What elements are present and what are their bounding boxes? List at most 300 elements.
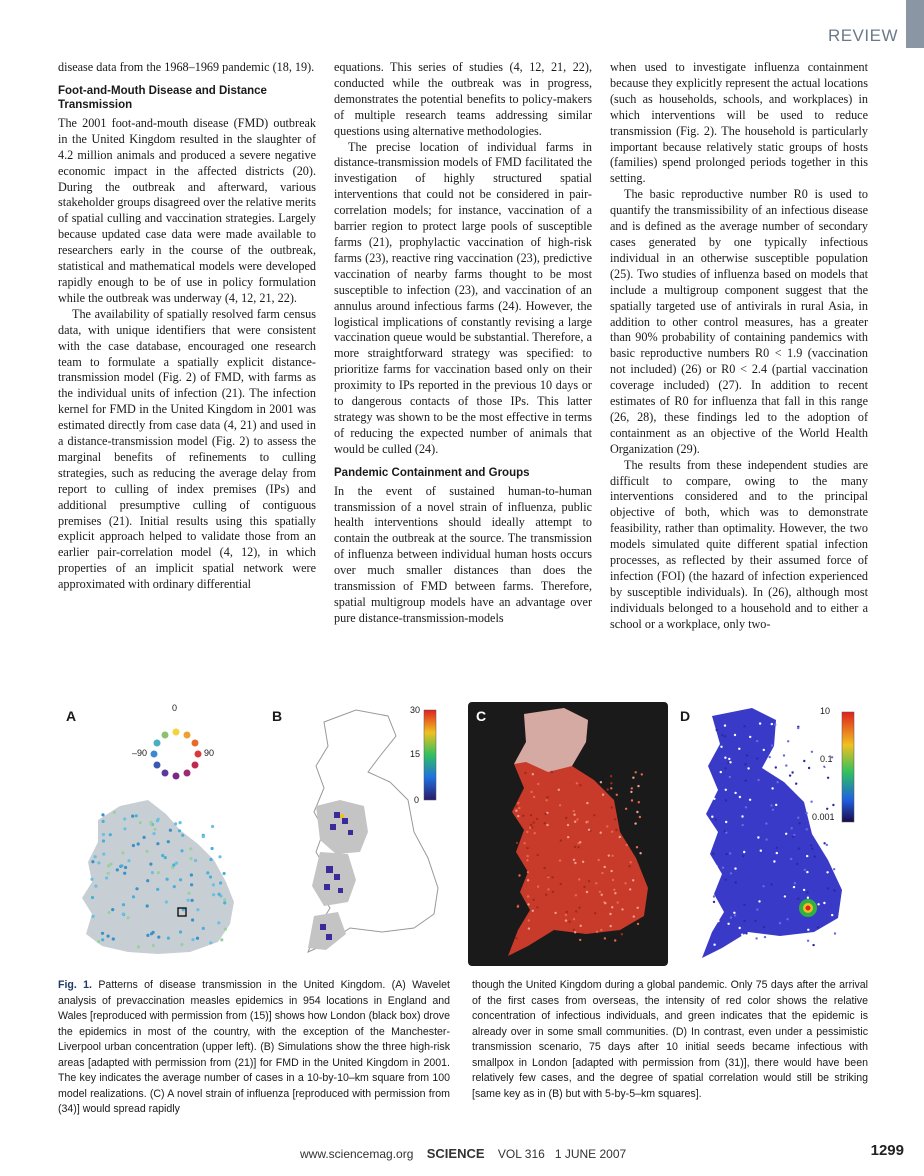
map-dot <box>576 782 578 784</box>
map-dot <box>747 767 749 769</box>
map-dot <box>727 762 729 764</box>
map-dot <box>814 762 816 764</box>
map-dot <box>725 853 727 855</box>
footer-date: 1 JUNE 2007 <box>554 1147 627 1161</box>
map-dot <box>218 893 221 896</box>
map-dot <box>775 804 777 806</box>
map-dot <box>122 903 125 906</box>
map-dot <box>806 828 808 830</box>
paragraph: The 2001 foot-and-mouth disease (FMD) outbreak in the United Kingdom resulted in the slaughter of 4.2 million animals and produced a severe negative economic impact in the affected districts (20). During the outbreak and afterward, various stakeholder groups disagreed over the relative merits of spatial culling and vaccination strategies. Largely because updated case data were made available to researchers early in the course of the outbreak, statistical and mathematical models were developed rapidly enough to be of use in policy formulation while the outbreak was underway (4, 12, 21, 22). <box>58 115 316 305</box>
map-dot <box>165 900 168 903</box>
map-dot <box>574 846 576 848</box>
map-dot <box>743 904 745 906</box>
paragraph: when used to investigate influenza containment because they explicitly represent the actual locations (such as households, schools, and workplaces) in which interventions will be used to reduce transmission (Fig. 2). The household is particularly important because relatively static groups of hosts (families) spend prolonged periods together in this setting. <box>610 60 868 186</box>
map-dot <box>116 868 119 871</box>
map-dot <box>531 826 533 828</box>
map-dot <box>717 872 719 874</box>
map-dot <box>528 919 530 921</box>
map-dot <box>146 904 149 907</box>
map-dot <box>614 818 616 820</box>
paragraph: The availability of spatially resolved farm census data, with unique identifiers that were consistent with the case database, encouraged one research team to formulate a spatially explicit distance-transmission model (Fig. 2) of FMD, with farms as the individual units of infection (21). The infection kernel for FMD in the United Kingdom in 2001 was estimated directly from case data (4, 21) and used in a distance-transmission model (Fig. 2) to assess the marginal benefits of refinements to culling strategies, such as reducing the average delay from report to culling of index premises (IPs) and additional presumptive culling of contiguous premises (21). Initial results using this spatially explicit approach helped to validate those from an earlier pair-correlation model (4, 12), in which properties of an implicit spatial network were approximated with ordinary differential <box>58 306 316 592</box>
map-dot <box>150 932 153 935</box>
map-dot <box>798 822 800 824</box>
map-dot <box>734 734 736 736</box>
map-dot <box>770 804 772 806</box>
map-dot <box>224 928 227 931</box>
map-dot <box>575 910 577 912</box>
map-dot <box>787 740 789 742</box>
map-dot <box>109 833 112 836</box>
paragraph: The basic reproductive number R0 is used to quantify the transmissibility of an infectious disease and is defined as the average number of secondary cases generated by one typically infectious individual in an otherwise susceptible population (25). Two studies of influenza based on models that include a multigroup component suggest that the spatially targeted use of antivirals in rural Asia, in addition to other control measures, has a greater than 90% probability of containing pandemics with basic reproductive numbers R0 < 1.9 (vaccination not included) (26) or R0 < 2.4 (partial vaccination coverage included) (27). In addition to recent estimates of R0 for influenza that fall in this range (26, 28), these findings led to the adoption of containment as an objective of the World Health Organization (29). <box>610 187 868 456</box>
map-dot <box>772 809 774 811</box>
map-dot <box>739 927 741 929</box>
map-dot <box>91 896 94 899</box>
map-dot <box>634 822 636 824</box>
paragraph: equations. This series of studies (4, 12, 21, 22), conducted while the outbreak was in progress, demonstrates the potential benefits to policy-makers of multiple research teams addressing similar questions using alternative methodologies. <box>334 60 592 138</box>
map-dot <box>161 854 164 857</box>
map-dot <box>711 816 713 818</box>
map-dot <box>774 723 776 725</box>
map-dot <box>574 821 576 823</box>
map-dot <box>178 829 181 832</box>
panel-label-d: D <box>680 708 691 724</box>
map-dot <box>784 736 786 738</box>
map-dot <box>724 767 726 769</box>
map-dot <box>713 944 715 946</box>
map-dot <box>730 916 732 918</box>
map-dot <box>151 871 154 874</box>
map-dot <box>823 842 825 844</box>
map-dot <box>135 814 138 817</box>
map-dot <box>632 777 634 779</box>
page-footer <box>300 1146 626 1161</box>
map-dot <box>560 839 562 841</box>
map-dot <box>537 854 539 856</box>
colorbar-min: 0 <box>414 795 420 805</box>
map-dot <box>793 886 795 888</box>
map-dot <box>797 817 799 819</box>
map-dot <box>532 773 534 775</box>
map-dot <box>744 779 746 781</box>
figure-panel-d <box>672 702 872 966</box>
map-dot <box>132 844 135 847</box>
map-dot <box>101 932 104 935</box>
map-dot <box>579 939 581 941</box>
map-dot <box>102 820 105 823</box>
map-dot <box>567 824 569 826</box>
map-dot <box>532 910 534 912</box>
map-dot <box>209 858 212 861</box>
map-dot <box>756 908 758 910</box>
map-dot <box>560 883 562 885</box>
map-dot <box>202 835 205 838</box>
map-dot <box>713 798 715 800</box>
map-dot <box>758 900 760 902</box>
map-dot <box>604 866 606 868</box>
map-dot <box>814 855 816 857</box>
map-dot <box>533 796 535 798</box>
map-dot <box>157 871 160 874</box>
map-dot <box>817 926 819 928</box>
paragraph: In the event of sustained human-to-human transmission of a novel strain of influenza, public health interventions should ideally attempt to contain the outbreak at the source. The transmission of influenza between individual human hosts occurs over much smaller distances than does the transmission of FMD between farms. Therefore, spatial multigroup models have an advantage over pure distance-transmission-models <box>334 483 592 625</box>
map-dot <box>530 791 532 793</box>
map-dot <box>619 836 621 838</box>
map-dot <box>576 818 578 820</box>
map-dot <box>632 879 634 881</box>
footer-volume: VOL 316 <box>497 1147 545 1161</box>
map-dot <box>729 852 731 854</box>
map-dot <box>621 908 623 910</box>
map-dot <box>725 799 727 801</box>
map-dot <box>631 799 633 801</box>
map-dot <box>741 815 743 817</box>
map-dot <box>729 761 731 763</box>
map-dot <box>167 840 170 843</box>
map-dot <box>157 936 160 939</box>
colorbar-min: 0.001 <box>812 812 835 822</box>
map-dot <box>636 846 638 848</box>
map-dot <box>173 885 176 888</box>
colorbar-d <box>842 712 854 822</box>
map-dot <box>722 867 724 869</box>
map-dot <box>637 923 639 925</box>
figure-caption-right <box>472 978 868 1102</box>
london-hotspot <box>806 906 811 911</box>
map-dot <box>152 832 155 835</box>
map-dot <box>167 937 170 940</box>
map-dot <box>823 902 825 904</box>
map-dot <box>123 872 126 875</box>
map-dot <box>577 846 579 848</box>
map-dot <box>609 913 611 915</box>
colorbar-mid: 15 <box>410 749 421 759</box>
map-dot <box>760 850 762 852</box>
map-dot <box>544 813 546 815</box>
map-dot <box>745 932 747 934</box>
map-dot <box>102 839 105 842</box>
map-dot <box>223 872 226 875</box>
map-dot <box>804 869 806 871</box>
map-dot <box>604 937 606 939</box>
map-dot <box>599 891 601 893</box>
figure-panel-a <box>58 702 258 966</box>
map-dot <box>191 918 194 921</box>
map-dot <box>596 931 598 933</box>
map-dot <box>209 875 212 878</box>
map-dot <box>720 746 722 748</box>
map-dot <box>526 831 528 833</box>
map-dot <box>187 899 190 902</box>
map-dot <box>196 908 199 911</box>
map-dot <box>545 894 547 896</box>
map-dot <box>175 862 178 865</box>
map-dot <box>565 919 567 921</box>
colorbar-max: 30 <box>410 705 421 715</box>
map-dot <box>754 920 756 922</box>
map-dot <box>189 857 192 860</box>
map-dot <box>724 735 726 737</box>
map-dot <box>807 897 809 899</box>
map-dot <box>202 927 205 930</box>
map-dot <box>526 847 528 849</box>
map-dot <box>518 807 520 809</box>
map-dot <box>112 937 115 940</box>
map-dot <box>580 925 582 927</box>
map-dot <box>189 847 192 850</box>
map-dot <box>166 878 169 881</box>
map-dot <box>551 876 553 878</box>
map-dot <box>733 912 735 914</box>
map-dot <box>724 724 726 726</box>
map-dot <box>806 871 808 873</box>
map-dot <box>594 912 596 914</box>
map-dot <box>172 863 175 866</box>
map-dot <box>810 801 812 803</box>
map-dot <box>831 914 833 916</box>
map-dot <box>565 817 567 819</box>
map-dot <box>776 781 778 783</box>
map-dot <box>806 855 808 857</box>
map-dot <box>796 863 798 865</box>
map-dot <box>179 930 182 933</box>
map-dot <box>745 806 747 808</box>
map-dot <box>595 882 597 884</box>
map-dot <box>811 848 813 850</box>
map-dot <box>139 821 142 824</box>
map-dot <box>219 881 222 884</box>
map-dot <box>573 859 575 861</box>
map-dot <box>807 929 809 931</box>
map-dot <box>759 722 761 724</box>
key-label-right: 90 <box>204 748 215 758</box>
map-dot <box>724 757 726 759</box>
map-dot <box>763 749 765 751</box>
footer-url: www.sciencemag.org <box>300 1147 414 1161</box>
map-dot <box>637 785 639 787</box>
map-dot <box>741 934 743 936</box>
map-dot <box>812 765 814 767</box>
map-dot <box>567 836 569 838</box>
map-dot <box>101 813 104 816</box>
map-dot <box>743 725 745 727</box>
map-dot <box>792 836 794 838</box>
figure-caption-left <box>58 978 450 1118</box>
map-dot <box>742 855 744 857</box>
map-dot <box>547 888 549 890</box>
map-dot <box>573 814 575 816</box>
map-dot <box>156 819 159 822</box>
map-dot <box>601 894 603 896</box>
map-dot <box>153 828 156 831</box>
map-dot <box>765 822 767 824</box>
map-dot <box>776 847 778 849</box>
map-dot <box>537 885 539 887</box>
map-dot <box>795 783 797 785</box>
map-dot <box>826 844 828 846</box>
map-dot <box>191 938 194 941</box>
map-dot <box>786 918 788 920</box>
map-dot <box>714 909 716 911</box>
map-dot <box>135 887 138 890</box>
map-dot <box>149 821 152 824</box>
map-dot <box>543 867 545 869</box>
map-dot <box>530 824 532 826</box>
map-dot <box>113 811 116 814</box>
map-dot <box>770 883 772 885</box>
map-dot <box>614 939 616 941</box>
map-dot <box>757 836 759 838</box>
map-dot <box>812 944 814 946</box>
map-dot <box>725 832 727 834</box>
map-dot <box>610 782 612 784</box>
map-dot <box>546 796 548 798</box>
map-dot <box>769 756 771 758</box>
map-dot <box>217 921 220 924</box>
map-dot <box>90 878 93 881</box>
map-dot <box>579 841 581 843</box>
map-dot <box>152 944 155 947</box>
map-dot <box>517 815 519 817</box>
map-dot <box>713 895 715 897</box>
map-dot <box>600 781 602 783</box>
phase-color-wheel <box>151 729 202 780</box>
map-dot <box>808 767 810 769</box>
section-tab <box>906 0 924 48</box>
map-dot <box>559 859 561 861</box>
map-dot <box>725 821 727 823</box>
map-dot <box>515 937 517 939</box>
map-dot <box>102 833 105 836</box>
map-dot <box>810 844 812 846</box>
map-dot <box>610 925 612 927</box>
map-dot <box>156 888 159 891</box>
map-dot <box>573 810 575 812</box>
map-dot <box>638 801 640 803</box>
map-dot <box>715 818 717 820</box>
map-dot <box>536 818 538 820</box>
map-dot <box>568 921 570 923</box>
map-dot <box>179 821 182 824</box>
map-dot <box>615 829 617 831</box>
text-column-3 <box>610 60 868 633</box>
map-dot <box>785 833 787 835</box>
map-dot <box>606 825 608 827</box>
map-dot <box>102 853 105 856</box>
map-dot <box>573 918 575 920</box>
map-dot <box>547 876 549 878</box>
map-dot <box>617 901 619 903</box>
map-dot <box>533 821 535 823</box>
map-dot <box>633 915 635 917</box>
map-dot <box>123 827 126 830</box>
panel-label-b: B <box>272 708 283 724</box>
map-dot <box>537 783 539 785</box>
map-dot <box>763 926 765 928</box>
map-dot <box>209 941 212 944</box>
map-dot <box>566 911 568 913</box>
map-dot <box>803 889 805 891</box>
map-dot <box>773 860 775 862</box>
map-dot <box>611 855 613 857</box>
map-dot <box>92 915 95 918</box>
map-dot <box>522 815 524 817</box>
map-dot <box>797 727 799 729</box>
map-dot <box>626 844 628 846</box>
map-dot <box>610 775 612 777</box>
map-dot <box>607 788 609 790</box>
map-dot <box>807 940 809 942</box>
map-dot <box>211 847 214 850</box>
map-dot <box>574 931 576 933</box>
map-dot <box>565 914 567 916</box>
map-dot <box>798 847 800 849</box>
map-dot <box>734 914 736 916</box>
map-dot <box>146 934 149 937</box>
map-dot <box>785 764 787 766</box>
map-dot <box>601 872 603 874</box>
map-dot <box>223 901 226 904</box>
map-dot <box>755 937 757 939</box>
map-dot <box>630 861 632 863</box>
map-dot <box>608 854 610 856</box>
map-dot <box>790 858 792 860</box>
map-dot <box>131 815 134 818</box>
map-dot <box>529 827 531 829</box>
map-dot <box>744 763 746 765</box>
map-dot <box>120 864 123 867</box>
map-dot <box>180 943 183 946</box>
map-dot <box>523 842 525 844</box>
map-dot <box>631 787 633 789</box>
map-dot <box>527 871 529 873</box>
map-dot <box>132 895 135 898</box>
map-dot <box>588 829 590 831</box>
map-dot <box>611 806 613 808</box>
map-dot <box>94 855 97 858</box>
figure-panel-b <box>264 702 464 966</box>
map-dot <box>771 787 773 789</box>
map-dot <box>582 861 584 863</box>
map-dot <box>164 856 167 859</box>
map-dot <box>776 852 778 854</box>
map-dot <box>611 831 613 833</box>
map-dot <box>211 825 214 828</box>
map-dot <box>559 804 561 806</box>
map-dot <box>826 808 828 810</box>
map-dot <box>764 936 766 938</box>
map-dot <box>127 916 130 919</box>
map-dot <box>762 885 764 887</box>
footer-journal: SCIENCE <box>426 1146 485 1161</box>
section-heading: Foot-and-Mouth Disease and Distance Transmission <box>58 84 267 111</box>
text-column-1 <box>58 60 316 593</box>
map-dot <box>544 822 546 824</box>
colorbar-mid: 0.1 <box>820 754 833 764</box>
map-dot <box>629 888 631 890</box>
map-dot <box>124 866 127 869</box>
map-dot <box>517 905 519 907</box>
map-dot <box>586 891 588 893</box>
map-dot <box>825 937 827 939</box>
map-dot <box>602 794 604 796</box>
map-dot <box>794 882 796 884</box>
caption-title: Fig. 1. <box>58 979 93 991</box>
map-dot <box>149 863 152 866</box>
map-dot <box>573 929 575 931</box>
map-dot <box>641 773 643 775</box>
map-dot <box>146 879 149 882</box>
map-dot <box>187 892 190 895</box>
